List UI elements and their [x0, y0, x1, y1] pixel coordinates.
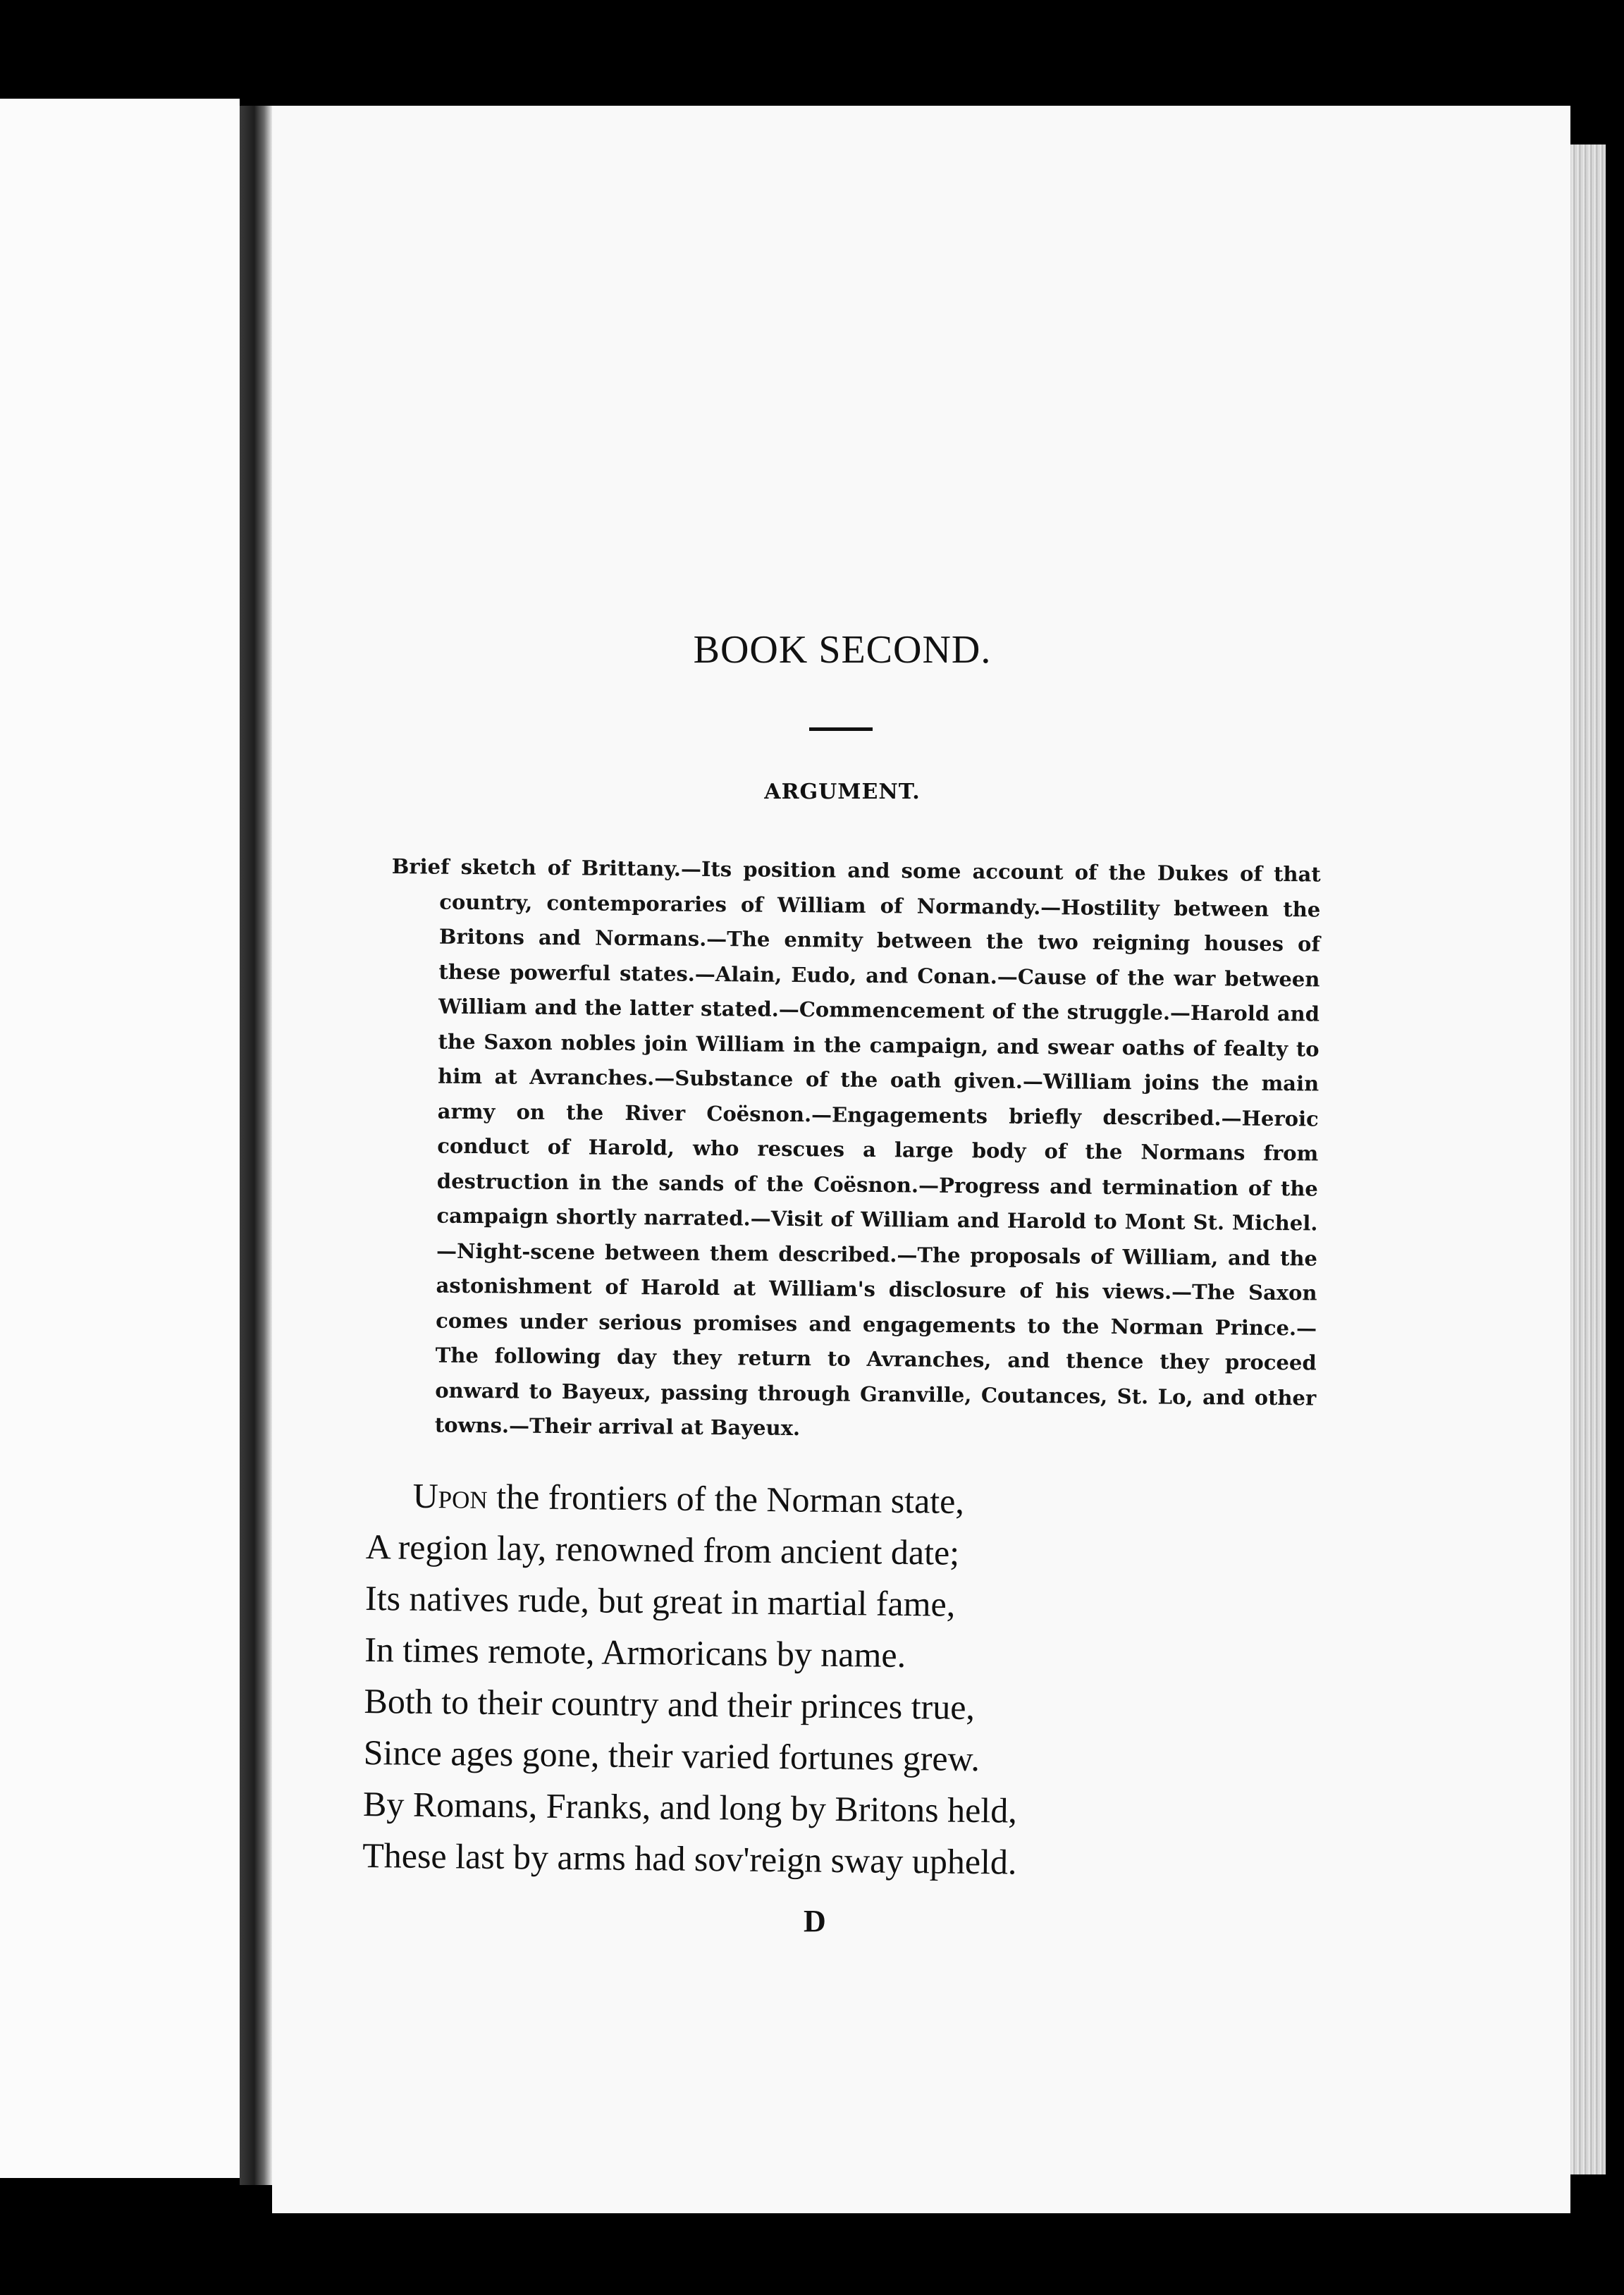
book-gutter — [240, 106, 272, 2185]
verse-line-7: By Romans, Franks, and long by Britons held, — [362, 1783, 1018, 1831]
verse-line-2: A region lay, renowned from ancient date; — [365, 1526, 960, 1573]
verse-line-5: Both to their country and their princes true, — [364, 1680, 976, 1728]
signature-mark: D — [804, 1904, 826, 1938]
verse-line-6: Since ages gone, their varied fortunes grew. — [363, 1732, 980, 1779]
verse-line-3: Its natives rude, but great in martial fame, — [364, 1577, 956, 1624]
page-edges — [1570, 144, 1606, 2174]
argument-paragraph: Brief sketch of Brittany.—Its position and some account of the Dukes of that country, contemporaries of William of Normandy.—Hostility between the Britons and Normans.—The enmity between the two reigning houses of these powerful states.—Alain, Eudo, and Conan.—Cause of the war between William and the latter stated.—Commencement of the struggle.—Harold and the Saxon nobles join William in the campaign, and swear oaths of fealty to him at Avranches.—Substance of the oath given.—William joins the main army on the River Coësnon.—Engagements briefly described.—Heroic conduct of Harold, who rescues a large body of the Normans from destruction in the sands of the Coësnon.—Progress and termination of the campaign shortly narrated.—Visit of William and Harold to Mont St. Michel.—Night-scene between them described.—The proposals of William, and the astonishment of Harold at William's disclosure of his views.—The Saxon comes under serious promises and engagements to the Norman Prince.—The following day they return to Avranches, and thence they proceed onward to Bayeux, passing through Granville, Coutances, St. Lo, and other towns.—Their arrival at Bayeux. — [391, 854, 1321, 1441]
argument-heading: ARGUMENT. — [764, 780, 921, 804]
verse-line-8: These last by arms had sov'reign sway upheld. — [362, 1835, 1017, 1882]
verse-first-word: Upon — [412, 1475, 488, 1516]
left-facing-page — [0, 99, 240, 2178]
verse-first-rest: the frontiers of the Norman state, — [487, 1476, 965, 1521]
title-rule — [809, 727, 873, 731]
verse-block — [362, 1470, 1424, 1893]
book-title: BOOK SECOND. — [693, 628, 992, 672]
verse-line-4: In times remote, Armoricans by name. — [364, 1629, 906, 1675]
